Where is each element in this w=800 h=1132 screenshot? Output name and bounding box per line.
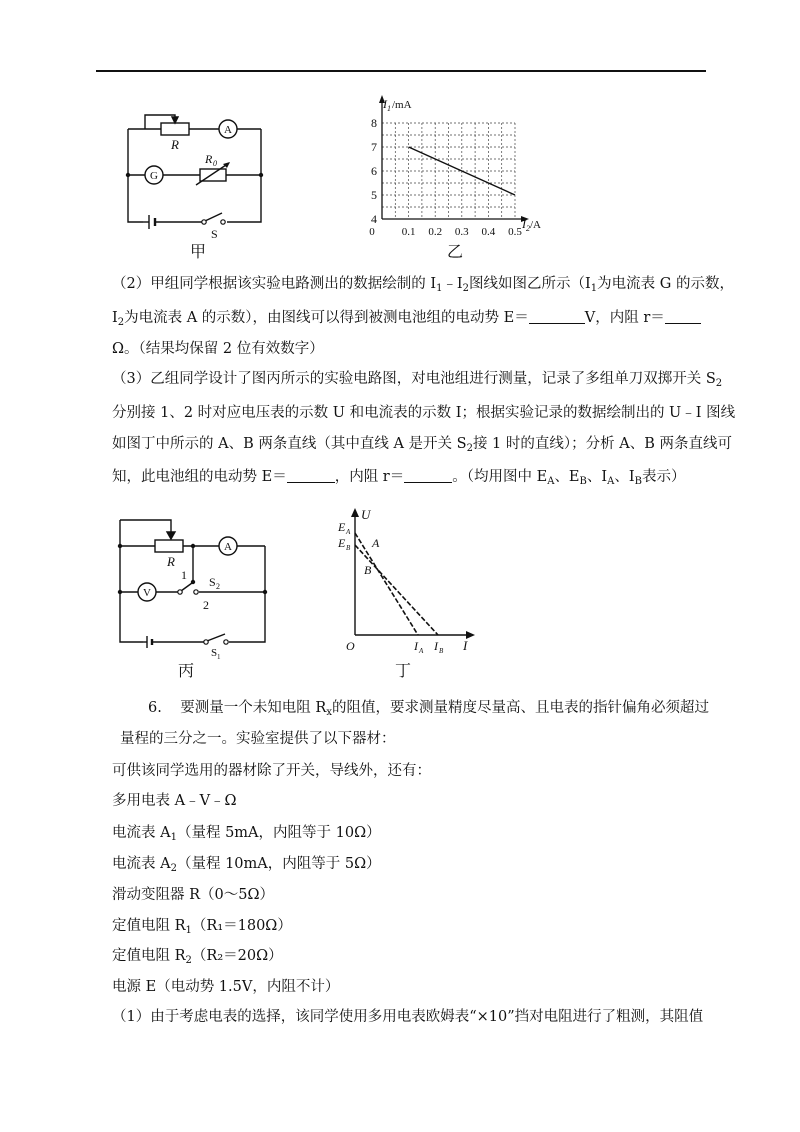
equipment-item: 电流表 $A_1$（量程 5mA，内阻等于 10Ω）: [112, 825, 381, 843]
switch-pos-1: 1: [181, 568, 187, 582]
answer-blank-emf[interactable]: [529, 309, 585, 324]
axis-i-label: I: [463, 638, 468, 653]
switch-pos-2: 2: [203, 598, 209, 612]
voltmeter-label: V: [143, 587, 151, 599]
ammeter-label: A: [224, 124, 232, 136]
chart-xtick-label: 0.4: [481, 226, 496, 238]
ib-sub: B: [439, 647, 444, 655]
chart-ylabel: I: [383, 97, 387, 111]
switch-s2-sub: 2: [216, 582, 220, 591]
equipment-item: 定值电阻 $R_1(R_1=180\Omega)$: [112, 918, 292, 936]
switch-s-label: S: [211, 227, 218, 241]
equipment-item: 滑动变阻器 R（0～5Ω）: [112, 887, 274, 903]
ia-sub: A: [419, 647, 424, 655]
resistor-r-label-bing: R: [167, 554, 175, 569]
chart-xtick-label: 0.3: [454, 226, 469, 238]
chart-ytick-label: 4: [371, 212, 377, 226]
chart-ytick-label: 5: [371, 188, 377, 202]
rheostat-r0-label: R: [205, 152, 213, 166]
chart-ytick-label: 7: [371, 140, 377, 154]
q3-line1: （3）乙组同学设计了图丙所示的实验电路图，对电池组进行测量，记录了多组单刀双掷开关 $S_2$: [112, 371, 723, 389]
header-rule: [96, 70, 706, 72]
chart-xlabel-sub: 2: [526, 224, 530, 233]
ea-label: E: [338, 520, 346, 534]
chart-xlabel: I: [522, 217, 526, 231]
q3-line4: 知，此电池组的电动势 E＝ ，内阻 r＝ 。（均用图中 $E_A$、$E_B$、$I_A$、$I_B$表示）: [112, 469, 686, 487]
axis-u-label: U: [361, 507, 371, 522]
galvanometer-label: G: [150, 170, 158, 182]
q6-part1: （1）由于考虑电表的选择，该同学使用多用电表欧姆表“×10”挡对电阻进行了粗测，其阻值: [112, 1009, 704, 1025]
figure-caption-yi: 乙: [447, 244, 464, 261]
q2-line1: （2）甲组同学根据该实验电路测出的数据绘制的 $I_1﹣I_2$图线如图乙所示（$I_1$为电流表 G 的示数，: [112, 276, 734, 294]
chart-xtick-label: 0.5: [508, 226, 522, 238]
switch-s2-label: S: [209, 575, 216, 589]
equipment-item: 电流表 $A_2$（量程 10mA，内阻等于 5Ω）: [112, 856, 381, 874]
ia-label: I: [414, 639, 418, 653]
circuit-figure-bing: [105, 512, 280, 682]
resistor-r-label: R: [171, 137, 179, 152]
rheostat-r0-sub: 0: [213, 159, 217, 168]
answer-blank-r-q3[interactable]: [404, 468, 452, 483]
switch-s1-label: S: [211, 647, 218, 659]
line-b-label: B: [364, 563, 372, 577]
eb-sub: B: [346, 544, 351, 552]
q3-line2: 分别接 1、2 时对应电压表的示数 U 和电流表的示数 I；根据实验记录的数据绘制出的 U﹣I 图线: [112, 405, 736, 421]
figure-caption-bing: 丙: [178, 663, 195, 680]
chart-yi: [355, 95, 555, 265]
chart-ytick-label: 6: [371, 164, 377, 178]
circuit-figure-jia: [115, 105, 275, 261]
q6-line2: 量程的三分之一。实验室提供了以下器材：: [120, 731, 396, 747]
ui-graph-ding: [330, 505, 490, 685]
line-a-label: A: [372, 536, 380, 550]
figure-caption-ding: 丁: [395, 663, 412, 680]
chart-xtick-label: 0: [369, 226, 375, 238]
answer-blank-r[interactable]: [665, 309, 701, 324]
q6-line3: 可供该同学选用的器材除了开关，导线外，还有：: [112, 763, 431, 779]
figure-caption-jia: 甲: [190, 244, 207, 261]
chart-yunit: /mA: [392, 99, 412, 111]
answer-blank-emf-q3[interactable]: [287, 468, 335, 483]
q2-line3: Ω。（结果均保留 2 位有效数字）: [112, 341, 324, 357]
origin-o-label: O: [346, 639, 355, 653]
ib-label: I: [434, 639, 438, 653]
equipment-item: 电源 E（电动势 1.5V，内阻不计）: [112, 979, 340, 995]
q3-line3: 如图丁中所示的 A、B 两条直线（其中直线 A 是开关 $S_2$接 1 时的直线）；分析 A、B 两条直线可: [112, 436, 732, 454]
q6-line1: 6. 要测量一个未知电阻 $R_x$的阻值，要求测量精度尽量高、且电表的指针偏角必须超过: [148, 700, 709, 718]
q2-line2: $I_2$为电流表 A 的示数），由图线可以得到被测电池组的电动势 E＝ V，内阻 r＝: [112, 307, 712, 329]
chart-xtick-label: 0.2: [428, 226, 443, 238]
chart-ytick-label: 8: [371, 116, 377, 130]
chart-ylabel-sub: 1: [387, 104, 391, 113]
equipment-item: 定值电阻 $R_2(R_2=20\Omega)$: [112, 948, 283, 966]
eb-label: E: [338, 536, 346, 550]
chart-xunit: /A: [530, 219, 541, 231]
equipment-item: 多用电表 A﹣V﹣Ω: [112, 793, 237, 809]
switch-s1-sub: 1: [217, 653, 221, 661]
chart-xtick-label: 0.1: [401, 226, 416, 238]
ea-sub: A: [346, 528, 351, 536]
ammeter-label-bing: A: [224, 541, 232, 553]
